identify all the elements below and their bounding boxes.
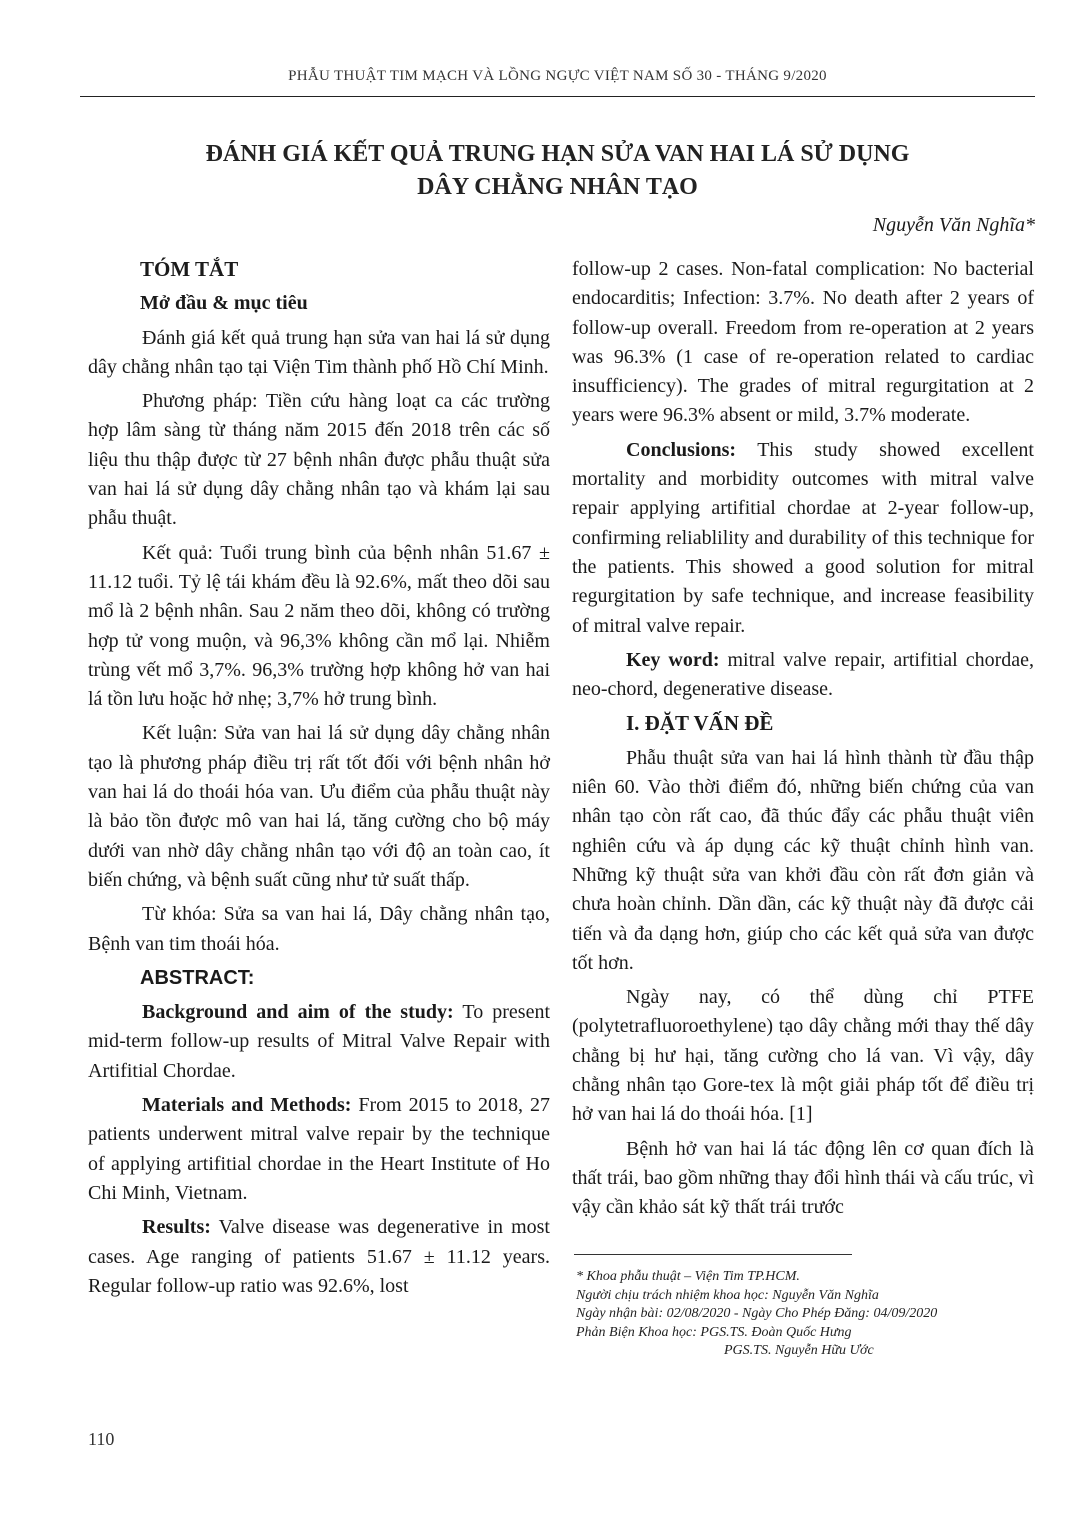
conclusions-text: This study showed excellent mortality and morbidity outcomes with mitral valve repair applying artifitial chordae at 2-year follow-up, confirming reliablility and durability of this technique for the patients. This showed a good solution for mitral regurgitation by safe technique, and increase feasibility of mitral valve repair. bbox=[572, 438, 1034, 637]
header-rule bbox=[80, 96, 1035, 97]
footnote-reviewer-1: Phản Biện Khoa học: PGS.TS. Đoàn Quốc Hưng bbox=[576, 1324, 852, 1340]
keyword-text: mitral valve repair, artifitial chordae, neo-chord, degenerative disease. bbox=[572, 648, 1034, 701]
section-1-paragraph-3: Bệnh hở van hai lá tác động lên cơ quan đích là thất trái, bao gồm những thay đổi hình thái và cấu trúc, vì vậy cần khảo sát kỹ thất trái trước bbox=[572, 1137, 1034, 1219]
abstract-results-continued: follow-up 2 cases. Non-fatal complication: No bacterial endocarditis; Infection: 3.7%. No death after 2 years of follow-up overall. Freedom from re-operation at 2 years was 96.3% (1 case of re-operation related to cardiac insufficiency). The grades of mitral regurgitation at 2 years were 96.3% absent or mild, 3.7% moderate. bbox=[572, 258, 1034, 427]
title-line-2: DÂY CHẰNG NHÂN TẠO bbox=[417, 174, 698, 200]
summary-aim: Đánh giá kết quả trung hạn sửa van hai lá sử dụng dây chằng nhân tạo tại Viện Tim thành phố Hồ Chí Minh. bbox=[88, 326, 550, 378]
page-number: 110 bbox=[88, 1429, 115, 1449]
abstract-conclusions bbox=[572, 436, 1034, 641]
abstract-methods bbox=[88, 1091, 550, 1208]
title-line-1: ĐÁNH GIÁ KẾT QUẢ TRUNG HẠN SỬA VAN HAI LÁ SỬ DỤNG bbox=[205, 141, 910, 167]
section-1-paragraph-2: Ngày nay, có thể dùng chỉ PTFE (polytetrafluoroethylene) tạo dây chằng mới thay thế dây chằng bị hư hại, tăng cường cho lá van. Vì vậy, dây chằng nhân tạo Gore-tex là một giải pháp tốt để điều trị hở van hai lá do thoái hóa. [1] bbox=[572, 986, 1034, 1126]
summary-conclusion: Kết luận: Sửa van hai lá sử dụng dây chằng nhân tạo là phương pháp điều trị rất tốt đối với bệnh nhân hở van hai lá do thoái hóa van. Ưu điểm của phẫu thuật này là bảo tồn được mô van hai lá, tăng cường cho bộ máy dưới van nhờ dây chằng nhân tạo với độ an toàn cao, ít biến chứng, và bệnh suất cũng như tử suất thấp. bbox=[88, 722, 550, 891]
summary-results: Kết quả: Tuổi trung bình của bệnh nhân 51.67 ± 11.12 tuổi. Tỷ lệ tái khám đều là 92.6%, mất theo dõi sau mổ là 2 bệnh nhân. Sau 2 năm theo dõi, không có trường hợp tử vong muộn, và 96,3% không cần mổ lại. Nhiễm trùng vết mổ 3,7%. 96,3% trường hợp không hở van hai lá tồn lưu hoặc hở nhẹ; 3,7% hở trung bình. bbox=[88, 541, 550, 711]
methods-label: Materials and Methods: bbox=[142, 1094, 352, 1117]
background-label: Background and aim of the study: bbox=[142, 1001, 454, 1024]
footnote-rule bbox=[574, 1254, 852, 1255]
keyword-label: Key word: bbox=[626, 648, 720, 671]
abstract-keywords bbox=[572, 646, 1034, 705]
section-1-heading: I. ĐẶT VẤN ĐỀ bbox=[626, 711, 774, 736]
tomtat-heading: TÓM TẮT bbox=[140, 257, 239, 281]
footnote-affiliation: * Khoa phẫu thuật – Viện Tim TP.HCM. bbox=[576, 1269, 800, 1284]
footnotes bbox=[576, 1268, 1036, 1361]
abstract-heading: ABSTRACT: bbox=[140, 966, 255, 989]
results-label: Results: bbox=[142, 1216, 211, 1239]
results-text: Valve disease was degenerative in most cases. Age ranging of patients 51.67 ± 11.12 years. Regular follow-up ratio was 92.6%, lost bbox=[88, 1216, 550, 1297]
article-title bbox=[80, 138, 1035, 204]
left-column bbox=[88, 255, 550, 1306]
modau-heading: Mở đầu & mục tiêu bbox=[140, 292, 308, 315]
journal-header: PHẪU THUẬT TIM MẠCH VÀ LỒNG NGỰC VIỆT NAM SỐ 30 - THÁNG 9/2020 bbox=[288, 68, 827, 84]
abstract-background bbox=[88, 998, 550, 1086]
conclusions-label: Conclusions: bbox=[626, 438, 737, 461]
summary-keywords: Từ khóa: Sửa sa van hai lá, Dây chằng nhân tạo, Bệnh van tim thoái hóa. bbox=[88, 903, 550, 955]
author: Nguyễn Văn Nghĩa* bbox=[872, 214, 1035, 236]
footnote-reviewer-2: PGS.TS. Nguyễn Hữu Ước bbox=[724, 1343, 874, 1358]
section-1-paragraph-1: Phẫu thuật sửa van hai lá hình thành từ đầu thập niên 60. Vào thời điểm đó, những biến chứng của van nhân tạo còn rất cao, đã thúc đẩy các phẫu thuật viên nghiên cứu và áp dụng các kỹ thuật chỉnh hình van. Những kỹ thuật sửa van khởi đầu còn rất đơn giản và chưa hoàn chỉnh. Dần dần, các kỹ thuật này đã được cải tiến và đa dạng hơn, giúp cho các kết quả sửa van được tốt hơn. bbox=[572, 746, 1034, 974]
footnote-responsible: Người chịu trách nhiệm khoa học: Nguyễn Văn Nghĩa bbox=[576, 1287, 879, 1303]
background-text: To present mid-term follow-up results of Mitral Valve Repair with Artifitial Chordae. bbox=[88, 1001, 551, 1082]
summary-methods: Phương pháp: Tiền cứu hàng loạt ca các trường hợp lâm sàng từ tháng năm 2015 đến 2018 trên các số liệu thu thập được từ 27 bệnh nhân được phẫu thuật sửa van hai lá sử dụng dây chằng nhân tạo và khám lại sau phẫu thuật. bbox=[88, 390, 550, 530]
right-column bbox=[572, 255, 1034, 1228]
methods-text: From 2015 to 2018, 27 patients underwent mitral valve repair by the technique of applying artifitial chordae in the Heart Institute of Ho Chi Minh, Vietnam. bbox=[88, 1094, 550, 1204]
footnote-dates: Ngày nhận bài: 02/08/2020 - Ngày Cho Phép Đăng: 04/09/2020 bbox=[576, 1306, 938, 1321]
abstract-results bbox=[88, 1213, 550, 1301]
